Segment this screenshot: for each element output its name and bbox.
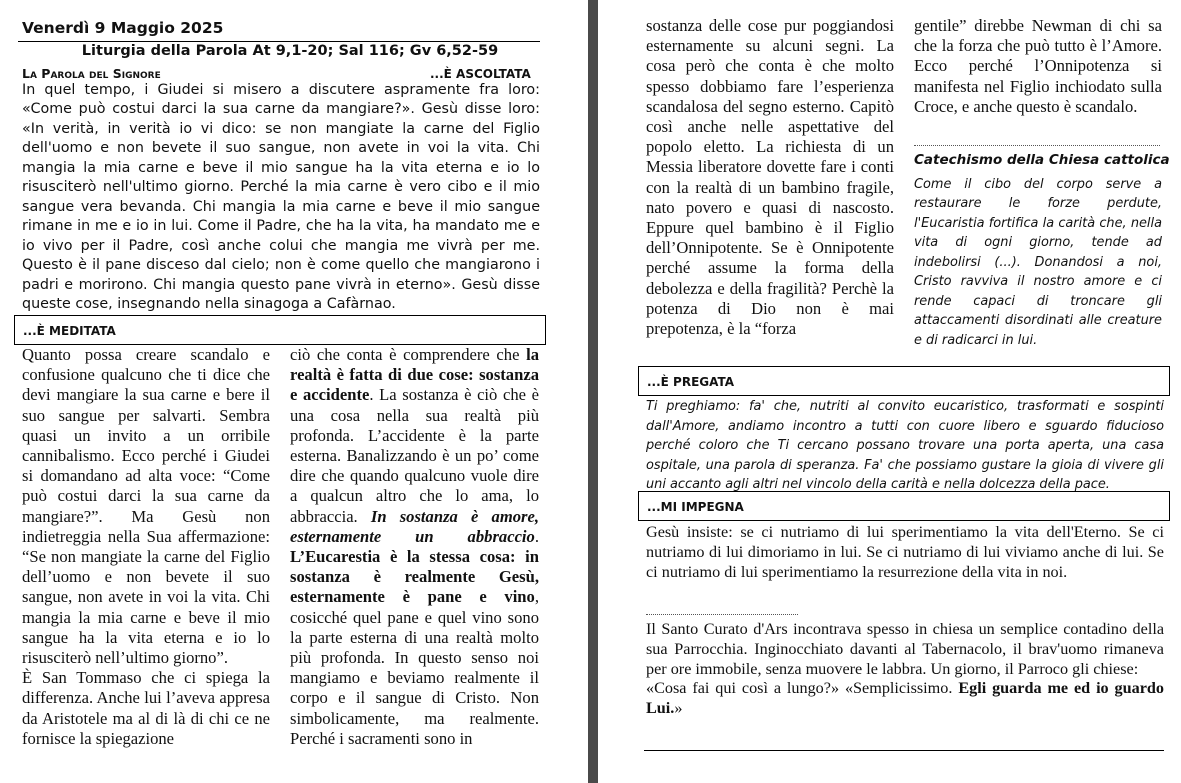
bottom-rule — [644, 750, 1164, 751]
meditation-paragraph-2: È San Tommaso che ci spiega la differenza. Anche lui l’aveva appresa da Aristotele ma al di là di chi ce ne fornisce la spiegazione — [22, 668, 270, 748]
meditation-text: . La sostanza è ciò che è una cosa nella sua realtà più profonda. L’accidente è la parte esterna. Banalizzando è un po’ come dire che quando qualcuno vuole dire a qualcun altro che lo ama, lo abbraccia. — [290, 385, 539, 526]
story-quote-end: » — [674, 699, 683, 718]
catechism-text: Come il cibo del corpo serve a restaurare le forze perdute, l'Eucaristia fortifica la carità che, nella vita di ogni giorno, tende ad indebolirsi (...). Donandosi a noi, Cristo ravviva il nostro amore e ci rende capaci di troncare gli attaccamenti disordinati alle creature e di radicarci in lui. — [914, 177, 1162, 348]
right-page — [598, 0, 1181, 783]
liturgy-heading: Liturgia della Parola At 9,1-20; Sal 116; Gv 6,52-59 — [81, 43, 499, 59]
catechism-title: Catechismo della Chiesa cattolica — [914, 152, 1170, 168]
dotted-separator — [914, 145, 1160, 146]
meditation-column-3: sostanza delle cose pur poggiandosi esternamente su alcuni segni. La cosa però che conta è che molto spesso dobbiamo fare l’esperienza scandalosa del segno esterno. Capitò così anche nelle aspettative del popolo eletto. La richiesta di un Messia liberatore dovette fare i conti con la realtà di un bambino fragile, nato povero e quasi di nascosto. Eppure quel bambino è il Figlio dell’Onnipotente. Se è Onnipotente perché assume la forma della debolezza e della fragilità? Perchè la potenza di Dio non è mai prepotenza, è la “forza — [646, 16, 894, 339]
meditated-section-header — [14, 315, 546, 345]
dotted-separator — [646, 614, 798, 615]
story-body: Il Santo Curato d'Ars incontrava spesso in chiesa un semplice contadino della sua Parrocchia. Inginocchiato davanti al Tabernacolo, il brav'uomo rimaneva per ore immobile, senza muovere le labbra. Un giorno, il Parroco gli chiese: — [646, 620, 1164, 678]
left-page — [0, 0, 588, 783]
gospel-text: In quel tempo, i Giudei si misero a discutere aspramente fra loro: «Come può costui darci la sua carne da mangiare?». Gesù disse loro: «In verità, in verità io vi dico: se non mangiate la carne del Figlio dell'uomo e non bevete il suo sangue, non avete in voi la vita. Chi mangia la mia carne e beve il mio sangue ha la vita eterna e io lo risusciterò nell'ultimo giorno. Perché la mia carne è vero cibo e il mio sangue vera bevanda. Chi mangia la mia carne e beve il mio sangue rimane in me e io in lui. Come il Padre, che ha la vita, ha mandato me e io vivo per il Padre, così anche colui che mangia me vivrà per me. Questo è il pane disceso dal cielo; non è come quello che mangiarono i padri e morirono. Chi mangia questo pane vivrà in eterno». Gesù disse queste cose, insegnando nella sinagoga a Cafàrnao. — [22, 82, 540, 312]
meditated-label: ...È MEDITATA — [23, 324, 116, 338]
meditation-bold-italic-text: In sostanza è amore, esternamente un abbraccio — [290, 506, 539, 546]
commit-text: Gesù insiste: se ci nutriamo di lui sperimentiamo la vita dell'Eterno. Se ci nutriamo di lui dimoriamo in lui. Se ci nutriamo di lui viviamo anche di lui. Se ci nutriamo di lui sperimentiamo la resurrezione della vita in noi. — [646, 523, 1164, 581]
meditation-bold-text: L’Eucarestia è la stessa cosa: in sostanza è realmente Gesù, esternamente è pane e vino — [290, 547, 539, 607]
prayer-text: Ti preghiamo: fa' che, nutriti al convito eucaristico, trasformati e sospinti dall'Amore, andiamo incontro a tutti con cuore libero e sguardo fiducioso perché coloro che Ti cercano possano trovare una porta aperta, una casa ospitale, una parola di speranza. Fa' che possiamo gustare la gioia di vivere gli uni accanto agli altri nel vincolo della carità e nella dolcezza della pace. — [646, 399, 1164, 492]
date-rule — [18, 41, 540, 42]
date-heading: Venerdì 9 Maggio 2025 — [22, 19, 224, 37]
prayed-label: ...È PREGATA — [647, 375, 735, 389]
meditation-column-4: gentile” direbbe Newman di chi sa che la forza che può tutto è l’Amore. Ecco perché l’Onnipotenza si manifesta nel Figlio inchiodato sulla Croce, e anche questo è scandalo. — [914, 16, 1162, 116]
meditation-paragraph-1: Quanto possa creare scandalo e confusione qualcuno che ti dice che devi mangiare la sua carne e bere il suo sangue per salvarti. Sembra quasi un invito a un orribile cannibalismo. Ecco perché i Giudei si domandano ad alta voce: “Come può costui darci la sua carne da mangiare?”. Ma Gesù non indietreggia nella Sua affermazione: “Se non mangiate la carne del Figlio dell’uomo e non bevete il suo sangue, non avete in voi la vita. Chi mangia la mia carne e beve il mio sangue ha la vita eterna e io lo risusciterò nell’ultimo giorno”. — [22, 345, 270, 668]
word-label: La Parola del Signore — [22, 66, 161, 81]
meditation-text: . — [534, 526, 539, 546]
commit-label: ...MI IMPEGNA — [647, 500, 744, 514]
meditation-bold-text: la realtà è fatta di due cose: sostanza e accidente — [290, 345, 539, 405]
story-quote: «Cosa fai qui così a lungo?» «Semplicissimo. — [646, 679, 959, 698]
listened-label: ...È ASCOLTATA — [430, 67, 531, 81]
prayed-section-header — [638, 366, 1170, 396]
meditation-text: , cosicché quel pane e quel vino sono la parte esterna di una realtà molto più profonda. In questo senso noi mangiamo e beviamo realmente il corpo e il sangue di Cristo. Non simbolicamente, ma realmente. Perché i sacramenti sono in — [290, 587, 539, 748]
meditation-column-1 — [22, 345, 270, 749]
commit-section-header — [638, 491, 1170, 521]
story-bold-quote: Egli guarda me ed io guardo Lui. — [646, 679, 1165, 718]
meditation-column-2 — [290, 345, 539, 749]
story-text — [646, 620, 1164, 719]
meditation-text: ciò che conta è comprendere che — [290, 345, 527, 364]
